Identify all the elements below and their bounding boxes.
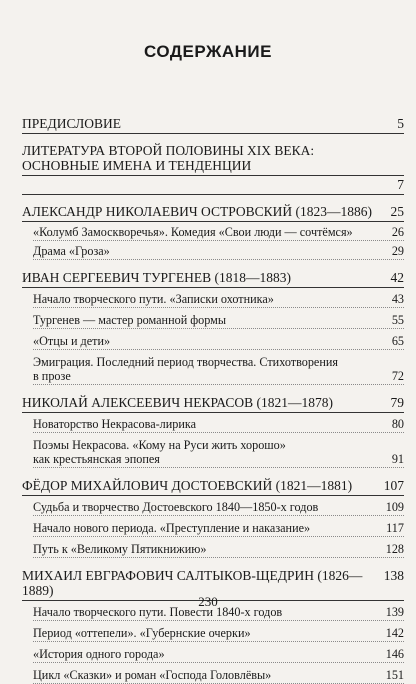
entry-title: Период «оттепели». «Губернские очерки» <box>33 626 251 640</box>
entry-page: 146 <box>385 647 404 661</box>
section-page: 138 <box>383 568 404 583</box>
toc-entry <box>22 438 404 468</box>
entry-page: 26 <box>391 225 404 239</box>
entry-title: «Колумб Замоскворечья». Комедия «Свои люди — сочтёмся» <box>33 225 353 239</box>
toc-section-nekrasov <box>22 395 404 468</box>
toc-entry <box>22 521 404 537</box>
section-title-line2: ОСНОВНЫЕ ИМЕНА И ТЕНДЕНЦИИ <box>22 158 252 173</box>
toc-section-dostoevsky <box>22 478 404 558</box>
entry-page: 128 <box>385 542 404 556</box>
page-number: 230 <box>198 594 218 609</box>
section-page: 42 <box>390 270 404 285</box>
section-title: ИВАН СЕРГЕЕВИЧ ТУРГЕНЕВ <box>22 270 212 285</box>
section-title: АЛЕКСАНДР НИКОЛАЕВИЧ ОСТРОВСКИЙ <box>22 204 293 219</box>
toc-entry <box>22 542 404 558</box>
entry-title: «Отцы и дети» <box>33 334 111 348</box>
section-years: (1826—1889) <box>22 568 363 598</box>
entry-page: 109 <box>385 500 404 514</box>
entry-page: 142 <box>385 626 404 640</box>
entry-page: 139 <box>385 605 404 619</box>
toc-section-literature <box>22 143 404 195</box>
entry-page: 117 <box>386 521 404 535</box>
toc-section-preface <box>22 116 404 134</box>
entry-title-line1: Эмиграция. Последний период творчества. Стихотворения <box>33 355 338 369</box>
section-years: (1821—1881) <box>275 478 353 493</box>
toc-entry <box>22 355 404 385</box>
toc-entry <box>22 334 404 350</box>
entry-page: 151 <box>385 668 404 682</box>
toc-section-saltykov <box>22 568 404 684</box>
section-page: 7 <box>397 177 404 192</box>
entry-page: 72 <box>391 369 404 383</box>
toc-entry <box>22 244 404 260</box>
entry-title: Тургенев — мастер романной формы <box>33 313 227 327</box>
entry-title: Начало творческого пути. Повести 1840-х годов <box>33 605 283 619</box>
entry-title-line1: Поэмы Некрасова. «Кому на Руси жить хорошо» <box>33 438 286 452</box>
section-page: 107 <box>383 478 404 493</box>
entry-page: 91 <box>391 452 404 466</box>
section-title: ФЁДОР МИХАЙЛОВИЧ ДОСТОЕВСКИЙ <box>22 478 273 493</box>
toc-entry <box>22 313 404 329</box>
entry-page: 29 <box>391 244 404 258</box>
toc-entry <box>22 417 404 433</box>
toc-entry <box>22 668 404 684</box>
toc-entry <box>22 647 404 663</box>
entry-title-line2: как крестьянская эпопея <box>33 452 160 466</box>
entry-title: Новаторство Некрасова-лирика <box>33 417 197 431</box>
entry-title: Цикл «Сказки» и роман «Господа Головлёвы» <box>33 668 272 682</box>
toc-entry <box>22 225 404 241</box>
section-page: 25 <box>390 204 404 219</box>
section-years: (1818—1883) <box>214 270 291 285</box>
toc-entry <box>22 500 404 516</box>
section-title: ПРЕДИСЛОВИЕ <box>22 116 122 131</box>
entry-title: Начало творческого пути. «Записки охотника» <box>33 292 274 306</box>
toc-entry <box>22 292 404 308</box>
section-page: 5 <box>397 116 404 131</box>
section-title: МИХАИЛ ЕВГРАФОВИЧ САЛТЫКОВ-ЩЕДРИН <box>22 568 315 583</box>
page-heading: СОДЕРЖАНИЕ <box>144 42 272 61</box>
section-title-line1: ЛИТЕРАТУРА ВТОРОЙ ПОЛОВИНЫ XIX ВЕКА: <box>22 143 315 158</box>
entry-title: Путь к «Великому Пятикнижию» <box>33 542 207 556</box>
toc-entry <box>22 626 404 642</box>
entry-title: Начало нового периода. «Преступление и наказание» <box>33 521 311 535</box>
toc-section-turgenev <box>22 270 404 385</box>
section-title: НИКОЛАЙ АЛЕКСЕЕВИЧ НЕКРАСОВ <box>22 395 254 410</box>
entry-page: 80 <box>391 417 404 431</box>
section-page: 79 <box>390 395 404 410</box>
entry-title: «История одного города» <box>33 647 165 661</box>
entry-title: Драма «Гроза» <box>33 244 110 258</box>
entry-page: 43 <box>391 292 404 306</box>
entry-page: 55 <box>391 313 404 327</box>
toc-section-ostrovsky <box>22 204 404 260</box>
entry-title-line2: в прозе <box>33 369 71 383</box>
entry-title: Судьба и творчество Достоевского 1840—1850-х годов <box>33 500 319 514</box>
entry-page: 65 <box>391 334 404 348</box>
section-years: (1823—1886) <box>295 204 373 219</box>
section-years: (1821—1878) <box>256 395 333 410</box>
